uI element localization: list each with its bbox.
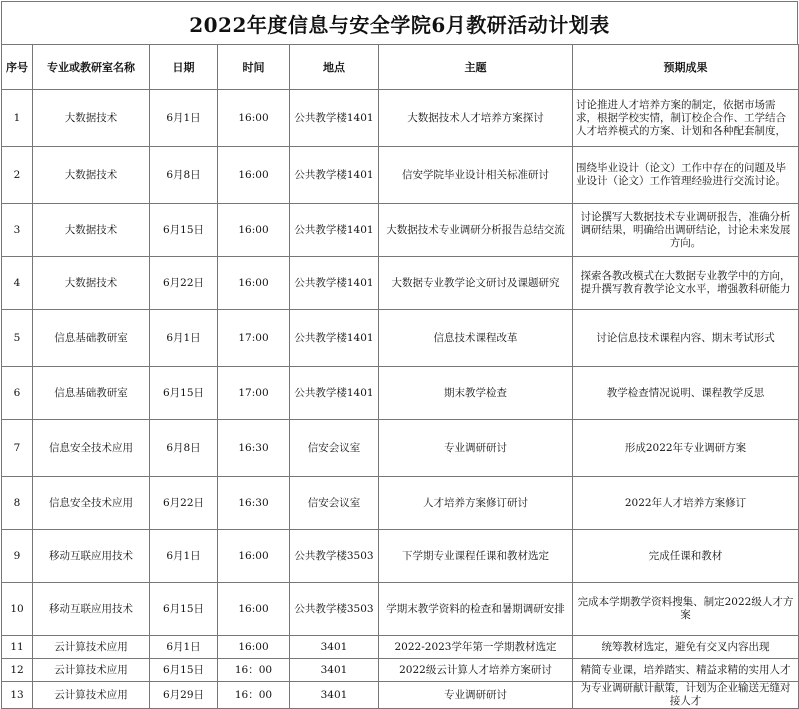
cell-time: 17:00 [218, 367, 290, 420]
header-row [2, 45, 799, 90]
cell-outcome: 讨论推进人才培养方案的制定，依据市场需求，根据学校实情，制订校企合作、工学结合人才培养模式的方案、计划和各种配套制度， [573, 90, 799, 147]
table-row [2, 90, 799, 147]
cell-date: 6月22日 [150, 477, 218, 530]
cell-dept: 信息基础教研室 [33, 367, 150, 420]
cell-place: 公共教学楼1401 [290, 257, 379, 310]
cell-outcome: 精简专业课，培养踏实、精益求精的实用人才 [573, 659, 799, 682]
cell-topic: 期末教学检查 [379, 367, 573, 420]
cell-topic: 2022-2023学年第一学期教材选定 [379, 636, 573, 659]
cell-outcome: 为专业调研献计献策，计划为企业输送无缝对接人才 [573, 682, 799, 709]
cell-date: 6月1日 [150, 636, 218, 659]
cell-place: 公共教学楼1401 [290, 204, 379, 257]
cell-time: 16:00 [218, 147, 290, 204]
cell-date: 6月15日 [150, 367, 218, 420]
table-row [2, 477, 799, 530]
cell-date: 6月1日 [150, 90, 218, 147]
cell-date: 6月8日 [150, 147, 218, 204]
table-row [2, 367, 799, 420]
cell-outcome: 讨论信息技术课程内容、期末考试形式 [573, 310, 799, 367]
cell-place: 3401 [290, 682, 379, 709]
cell-outcome: 形成2022年专业调研方案 [573, 420, 799, 477]
cell-topic: 人才培养方案修订研讨 [379, 477, 573, 530]
cell-no: 9 [2, 530, 33, 583]
cell-dept: 大数据技术 [33, 204, 150, 257]
cell-place: 信安会议室 [290, 477, 379, 530]
table-row [2, 420, 799, 477]
cell-topic: 信息技术课程改革 [379, 310, 573, 367]
cell-outcome: 讨论撰写大数据技术专业调研报告，准确分析调研结果，明确给出调研结论，讨论未来发展方向。 [573, 204, 799, 257]
cell-topic: 专业调研研讨 [379, 682, 573, 709]
header-cell-no: 序号 [2, 45, 33, 90]
cell-outcome: 统筹教材选定，避免有交叉内容出现 [573, 636, 799, 659]
header-cell-dept: 专业或教研室名称 [33, 45, 150, 90]
cell-no: 1 [2, 90, 33, 147]
cell-topic: 大数据技术专业调研分析报告总结交流 [379, 204, 573, 257]
cell-place: 公共教学楼1401 [290, 147, 379, 204]
cell-dept: 云计算技术应用 [33, 682, 150, 709]
cell-date: 6月29日 [150, 682, 218, 709]
cell-date: 6月22日 [150, 257, 218, 310]
cell-place: 3401 [290, 636, 379, 659]
cell-topic: 信安学院毕业设计相关标准研讨 [379, 147, 573, 204]
table-row [2, 682, 799, 709]
cell-no: 8 [2, 477, 33, 530]
cell-time: 16:00 [218, 636, 290, 659]
cell-place: 公共教学楼1401 [290, 367, 379, 420]
cell-place: 公共教学楼1401 [290, 310, 379, 367]
table-row [2, 583, 799, 636]
cell-topic: 专业调研研讨 [379, 420, 573, 477]
cell-outcome: 探索各教改模式在大数据专业教学中的方向，提升撰写教育教学论文水平，增强教科研能力 [573, 257, 799, 310]
cell-no: 10 [2, 583, 33, 636]
table-row [2, 659, 799, 682]
cell-no: 4 [2, 257, 33, 310]
cell-time: 16:00 [218, 257, 290, 310]
cell-place: 信安会议室 [290, 420, 379, 477]
cell-place: 公共教学楼3503 [290, 530, 379, 583]
cell-date: 6月8日 [150, 420, 218, 477]
cell-dept: 大数据技术 [33, 257, 150, 310]
cell-no: 2 [2, 147, 33, 204]
header-cell-date: 日期 [150, 45, 218, 90]
cell-time: 16:30 [218, 477, 290, 530]
plan-table [1, 44, 799, 709]
cell-topic: 2022级云计算人才培养方案研讨 [379, 659, 573, 682]
cell-date: 6月1日 [150, 310, 218, 367]
cell-dept: 信息基础教研室 [33, 310, 150, 367]
cell-dept: 云计算技术应用 [33, 659, 150, 682]
table-row [2, 636, 799, 659]
cell-outcome: 围绕毕业设计（论文）工作中存在的问题及毕业设计（论文）工作管理经验进行交流讨论。 [573, 147, 799, 204]
cell-place: 3401 [290, 659, 379, 682]
cell-time: 17:00 [218, 310, 290, 367]
table-row [2, 257, 799, 310]
cell-no: 5 [2, 310, 33, 367]
cell-date: 6月15日 [150, 583, 218, 636]
cell-outcome: 完成本学期教学资料搜集、制定2022级人才方案 [573, 583, 799, 636]
cell-dept: 移动互联应用技术 [33, 530, 150, 583]
cell-dept: 大数据技术 [33, 90, 150, 147]
cell-time: 16:00 [218, 90, 290, 147]
table-row [2, 530, 799, 583]
cell-no: 12 [2, 659, 33, 682]
cell-no: 7 [2, 420, 33, 477]
cell-outcome: 完成任课和教材 [573, 530, 799, 583]
cell-place: 公共教学楼1401 [290, 90, 379, 147]
table-row [2, 310, 799, 367]
cell-dept: 大数据技术 [33, 147, 150, 204]
sheet-title: 2022年度信息与安全学院6月教研活动计划表 [1, 1, 798, 45]
cell-outcome: 教学检查情况说明、课程教学反思 [573, 367, 799, 420]
cell-dept: 移动互联应用技术 [33, 583, 150, 636]
cell-time: 16：00 [218, 682, 290, 709]
header-cell-topic: 主题 [379, 45, 573, 90]
cell-dept: 信息安全技术应用 [33, 420, 150, 477]
cell-no: 3 [2, 204, 33, 257]
cell-no: 13 [2, 682, 33, 709]
cell-date: 6月1日 [150, 530, 218, 583]
cell-no: 6 [2, 367, 33, 420]
cell-dept: 云计算技术应用 [33, 636, 150, 659]
table-row [2, 147, 799, 204]
cell-dept: 信息安全技术应用 [33, 477, 150, 530]
cell-topic: 下学期专业课程任课和教材选定 [379, 530, 573, 583]
cell-time: 16:00 [218, 204, 290, 257]
header-cell-time: 时间 [218, 45, 290, 90]
header-cell-place: 地点 [290, 45, 379, 90]
table-row [2, 204, 799, 257]
cell-date: 6月15日 [150, 659, 218, 682]
cell-topic: 大数据专业教学论文研讨及课题研究 [379, 257, 573, 310]
cell-topic: 学期末教学资料的检查和暑期调研安排 [379, 583, 573, 636]
cell-time: 16:00 [218, 583, 290, 636]
header-cell-outcome: 预期成果 [573, 45, 799, 90]
cell-time: 16:00 [218, 530, 290, 583]
cell-time: 16:30 [218, 420, 290, 477]
cell-date: 6月15日 [150, 204, 218, 257]
cell-outcome: 2022年人才培养方案修订 [573, 477, 799, 530]
cell-no: 11 [2, 636, 33, 659]
cell-place: 公共教学楼3503 [290, 583, 379, 636]
cell-time: 16：00 [218, 659, 290, 682]
cell-topic: 大数据技术人才培养方案探讨 [379, 90, 573, 147]
